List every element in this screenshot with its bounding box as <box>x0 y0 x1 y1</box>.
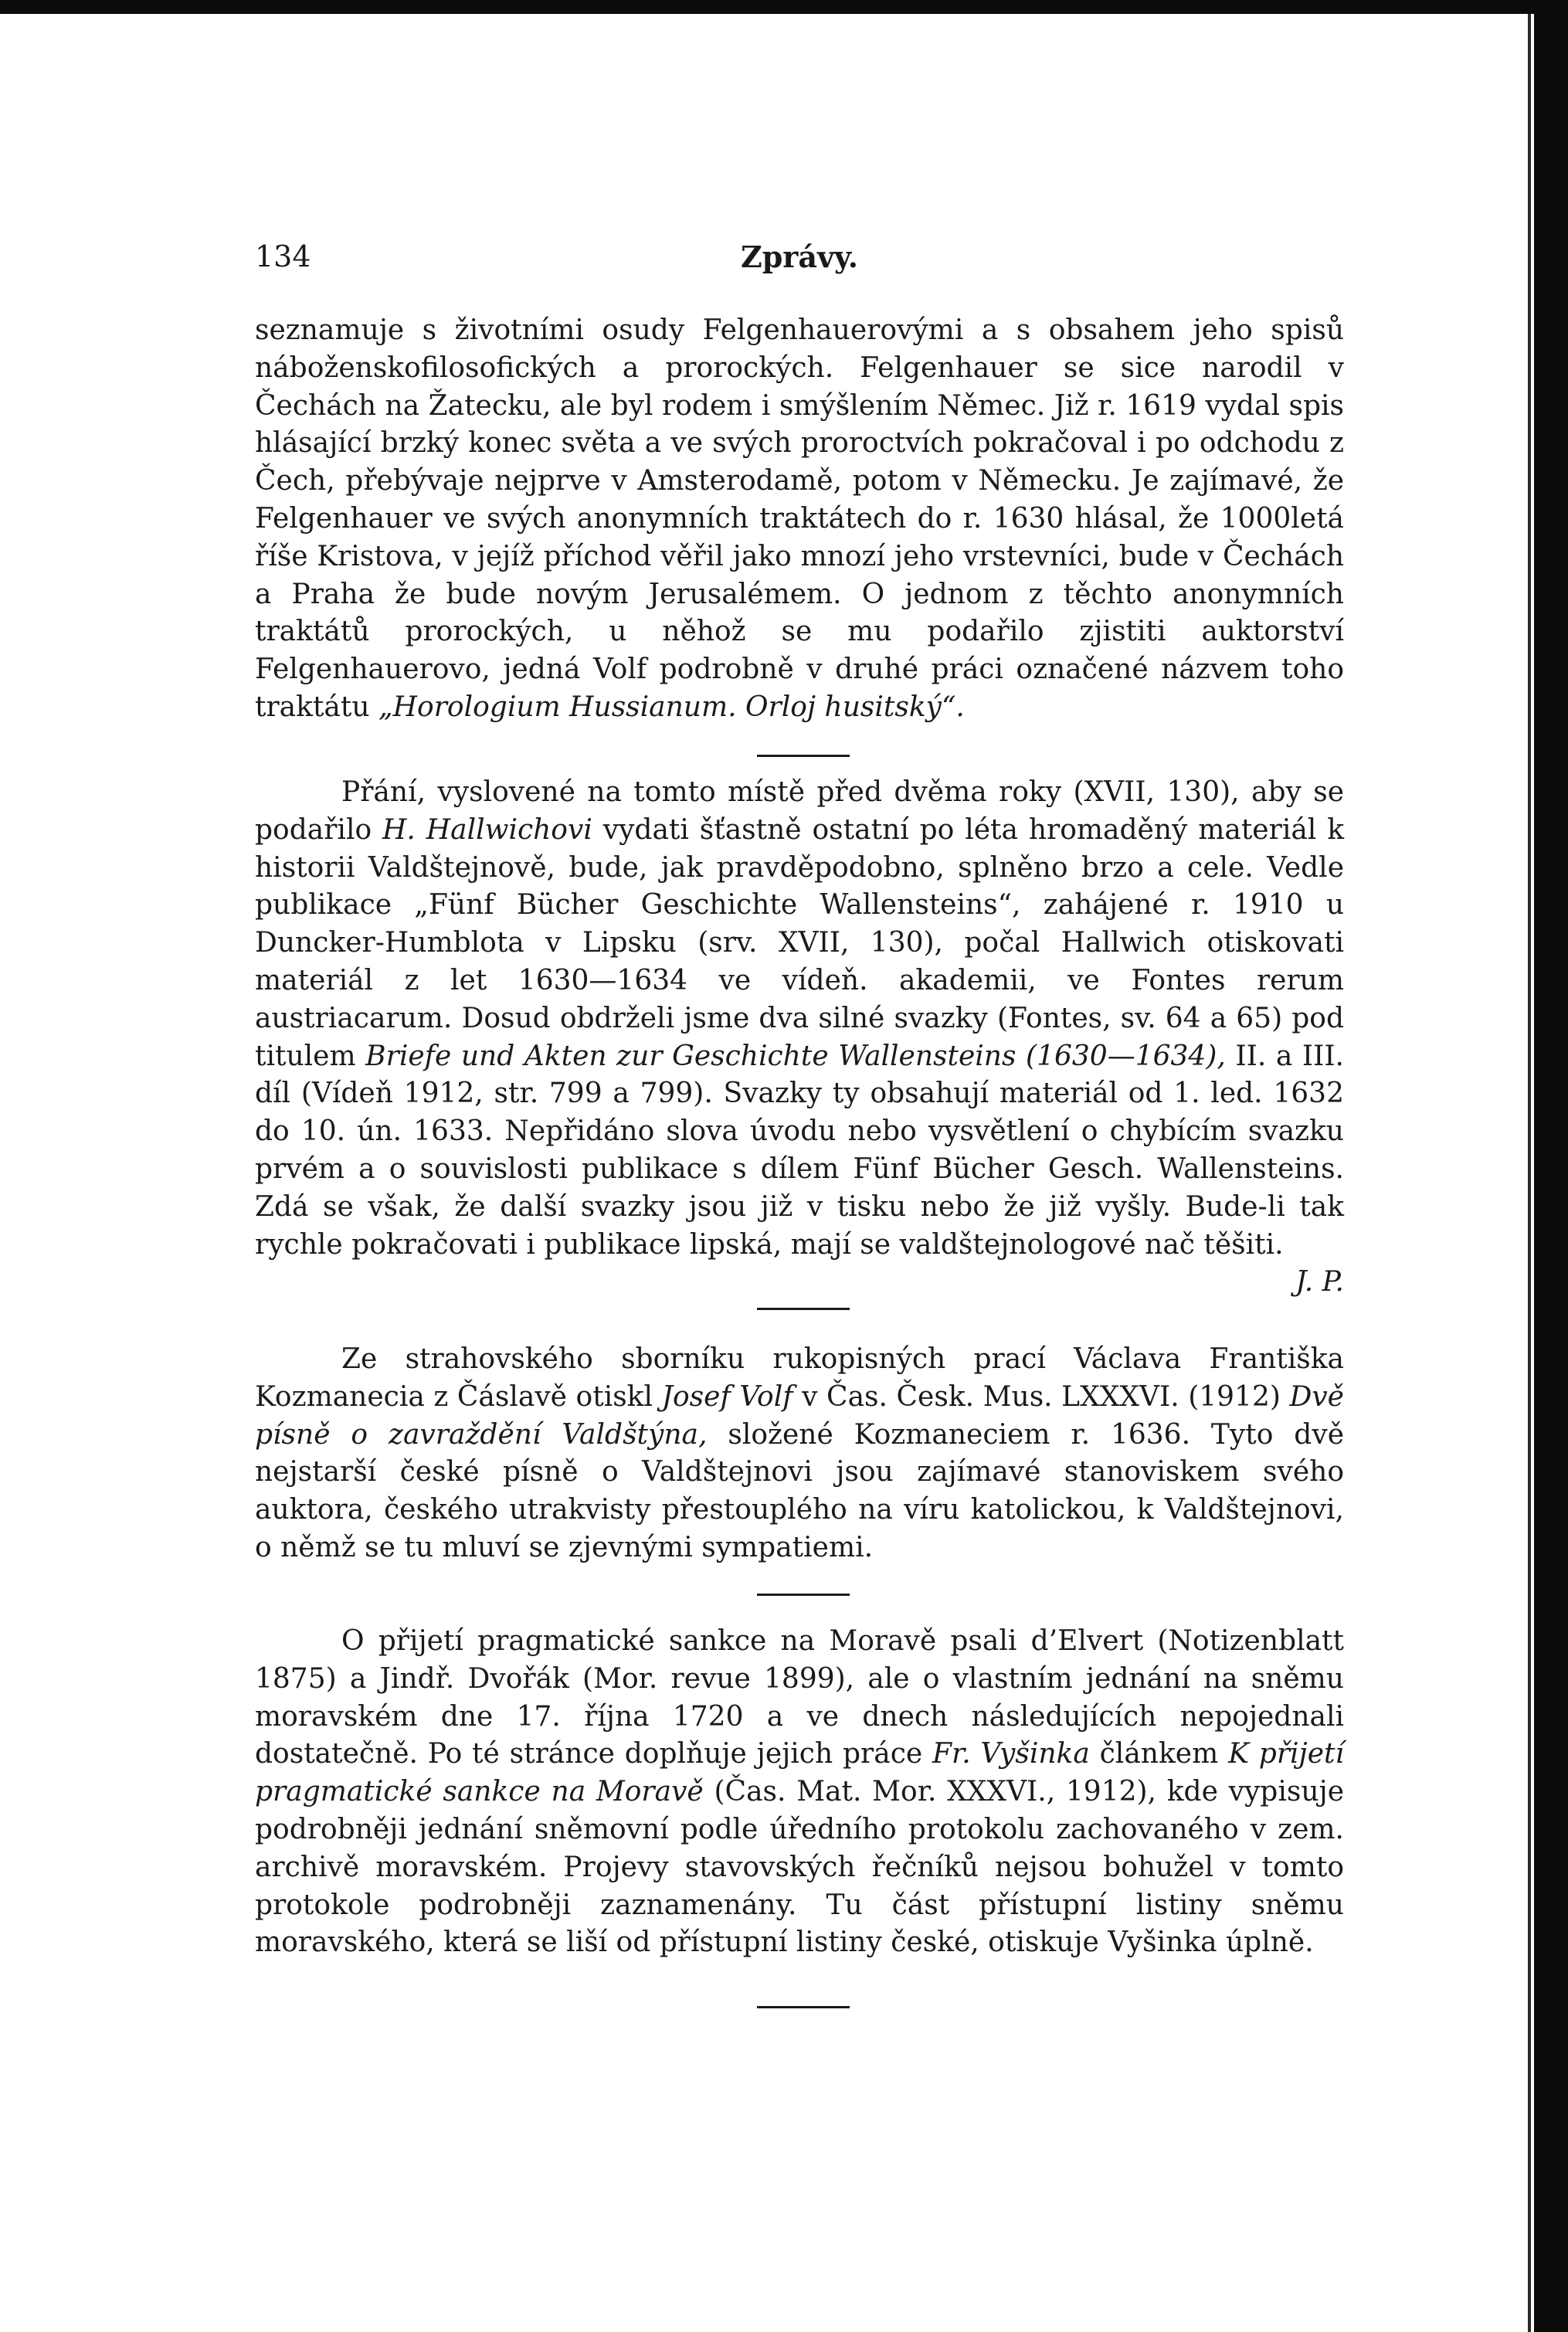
paragraph-text: Ze strahovského sborníku rukopisných prací Václava Františka Kozmanecia z Čáslavě otiskl <box>255 1343 1344 1413</box>
author-name: H. Hallwichovi <box>382 813 592 846</box>
page-number: 134 <box>255 239 311 273</box>
scan-edge-top <box>0 0 1568 14</box>
paragraph <box>255 1341 1344 1567</box>
paragraph-text: (Čas. Mat. Mor. XXXVI., 1912), kde vypisuje podrobněji jednání sněmovní podle úředního protokolu zachovaného v zem. archivě moravském. Projevy stavovských řečníků nejsou bohužel v tomto protokole podrobněji zaznamenány. Tu část přístupní listiny sněmu moravského, která se liší od přístupní listiny české, otiskuje Vyšinka úplně. <box>255 1776 1344 1959</box>
author-name: Josef Volf <box>661 1380 793 1413</box>
paragraph-text: vydati šťastně ostatní po léta hromaděný materiál k historii Valdštejnově, bude, jak pravděpodobno, splněno brzo a cele. Vedle publikace „Fünf Bücher Geschichte Wallensteins“, zahájené r. 1910 u Duncker-Humblota v Lipsku (srv. XVII, 130), počal Hallwich otiskovati materiál z let 1630—1634 ve vídeň. akademii, ve Fontes rerum austriacarum. Dosud obdrželi jsme dva silné svazky (Fontes, sv. 64 a 65) pod titulem <box>255 813 1345 1072</box>
section-divider <box>757 755 850 757</box>
running-header <box>255 239 1344 286</box>
paragraph-text: O přijetí pragmatické sankce na Moravě psali d’Elvert (Notizenblatt 1875) a Jindř. Dvořák (Mor. revue 1899), ale o vlastním jednání na sněmu moravském dne 17. října 1720 a ve dnech následujících nepojednali dostatečně. Po té stránce doplňuje jejich práce <box>255 1625 1344 1770</box>
section-felgenhauer <box>255 312 1344 727</box>
section-divider <box>757 1308 850 1310</box>
work-title: Dvě písně o zavraždění Valdštýna, <box>255 1380 1344 1451</box>
section-divider <box>757 2006 850 2008</box>
paragraph-text: složené Kozmaneciem r. 1636. Tyto dvě nejstarší české písně o Valdštejnovi jsou zajímavé stanoviskem svého auktora, českého utrakvisty přestouplého na víru katolickou, k Valdštejnovi, o němž se tu mluví se zjevnými sympatiemi. <box>255 1418 1344 1563</box>
work-title: Briefe und Akten zur Geschichte Wallensteins (1630—1634), <box>365 1040 1226 1072</box>
scan-edge-right <box>1534 0 1568 2332</box>
section-hallwich <box>255 774 1344 1302</box>
quoted-title: „Horologium Hussianum. Orloj husitský“. <box>378 691 965 723</box>
paragraph <box>255 1623 1344 1962</box>
paragraph-text: v Čas. Česk. Mus. LXXXVI. (1912) <box>802 1380 1281 1413</box>
work-title: K přijetí pragmatické sankce na Moravě <box>255 1738 1344 1808</box>
section-kozmanec <box>255 1341 1344 1567</box>
section-divider <box>757 1594 850 1596</box>
signature: J. P. <box>1295 1266 1344 1298</box>
section-pragmaticka <box>255 1623 1344 1962</box>
paragraph <box>255 312 1344 727</box>
running-title: Zprávy. <box>741 239 858 274</box>
author-name: Fr. Vyšinka <box>932 1738 1090 1770</box>
paragraph <box>255 774 1344 1264</box>
paragraph-text: článkem <box>1099 1738 1219 1770</box>
paragraph-text: seznamuje s životními osudy Felgenhauerovými a s obsahem jeho spisů náboženskofilosofických a prorockých. Felgenhauer se sice narodil v Čechách na Žatecku, ale byl rodem i smýšlením Němec. Již r. 1619 vydal spis hlásající brzký konec světa a ve svých proroctvích pokračoval i po odchodu z Čech, přebývaje nejprve v Amsterodamě, potom v Německu. Je zajímavé, že Felgenhauer ve svých anonymních traktátech do r. 1630 hlásal, že 1000letá říše Kristova, v jejíž příchod věřil jako mnozí jeho vrstevníci, bude v Čechách a Praha že bude novým Jerusalémem. O jednom z těchto anonymních traktátů prorockých, u něhož se mu podařilo zjistiti auktorství Felgenhauerovo, jedná Volf podrobně v druhé práci označené názvem toho traktátu <box>255 314 1344 723</box>
paragraph-text: Přání, vyslovené na tomto místě před dvěma roky (XVII, 130), aby se podařilo <box>255 776 1344 846</box>
paragraph-text: II. a III. díl (Vídeň 1912, str. 799 a 799). Svazky ty obsahují materiál od 1. led. 1632 do 10. ún. 1633. Nepřidáno slova úvodu nebo vysvětlení o chybícím svazku prvém a o souvislosti publikace s dílem Fünf Bücher Gesch. Wallensteins. Zdá se však, že další svazky jsou již v tisku nebo že již vyšly. Bude-li tak rychle pokračovati i publikace lipská, mají se valdštejnologové nač těšiti. <box>255 1040 1344 1261</box>
scan-page-edge-line <box>1528 14 1531 2332</box>
